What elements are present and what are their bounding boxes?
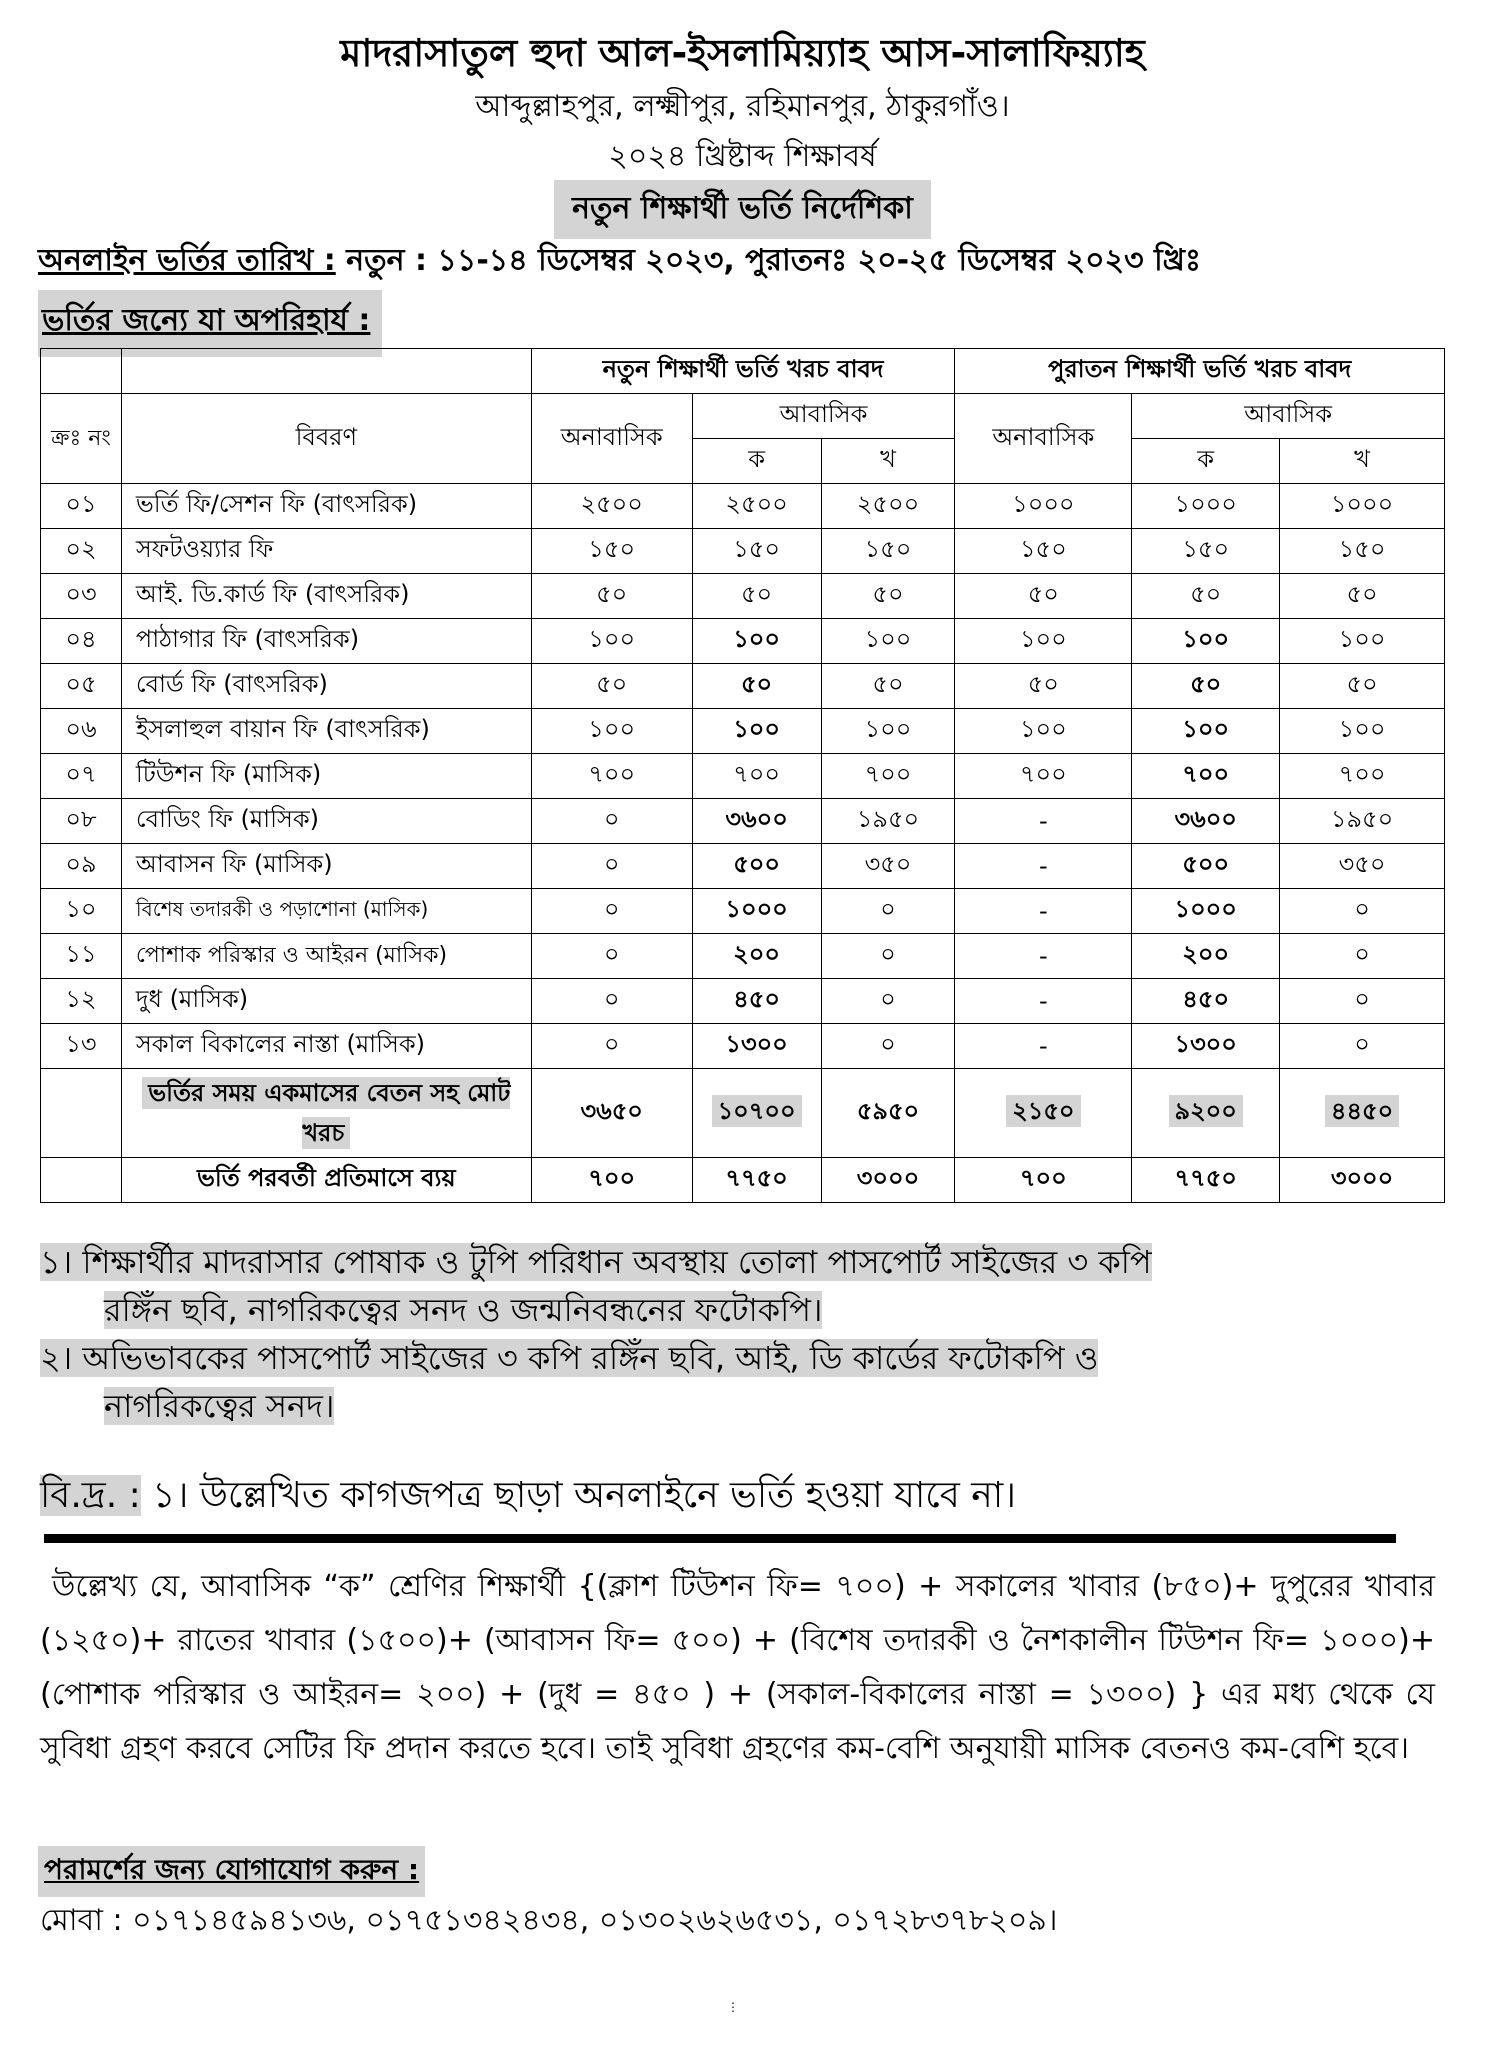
- value-cell: ৩৫০: [1280, 844, 1445, 889]
- description-cell: আবাসন ফি (মাসিক): [121, 844, 531, 889]
- description-cell: বিশেষ তদারকী ও পড়াশোনা (মাসিক): [121, 889, 531, 934]
- old-ka-header: ক: [1132, 439, 1280, 484]
- nota-bene-text: ১। উল্লেখিত কাগজপত্র ছাড়া অনলাইনে ভর্তি হওয়া যাবে না।: [152, 1475, 1017, 1516]
- value-cell: ১০০০: [1132, 889, 1280, 934]
- serial-cell: ০২: [41, 529, 122, 574]
- total-value: ৪৪৫০: [1325, 1095, 1399, 1127]
- value-cell: ০: [531, 844, 692, 889]
- description-cell: দুধ (মাসিক): [121, 979, 531, 1024]
- serial-cell: ১২: [41, 979, 122, 1024]
- header-blank: [41, 349, 122, 394]
- value-cell: ১০০: [692, 709, 821, 754]
- institution-address: আব্দুল্লাহপুর, লক্ষ্মীপুর, রহিমানপুর, ঠাকুরগাঁও।: [475, 89, 1010, 124]
- serial-cell: ০৪: [41, 619, 122, 664]
- value-cell: ১০০০: [692, 889, 821, 934]
- monthly-value-cell: ৩০০০: [821, 1158, 955, 1203]
- value-cell: ৭০০: [821, 754, 955, 799]
- value-cell: ১৫০: [1280, 529, 1445, 574]
- value-cell: ৭০০: [1132, 754, 1280, 799]
- value-cell: ১৯৫০: [1280, 799, 1445, 844]
- serial-cell: ০৩: [41, 574, 122, 619]
- table-header-row-2: [41, 394, 1445, 439]
- value-cell: ৫০: [531, 574, 692, 619]
- value-cell: ১০০: [531, 619, 692, 664]
- description-cell: ভর্তি ফি/সেশন ফি (বাৎসরিক): [121, 484, 531, 529]
- value-cell: ২৫০০: [692, 484, 821, 529]
- guide-title: নতুন শিক্ষার্থী ভর্তি নির্দেশিকা: [554, 180, 931, 239]
- table-row: [41, 619, 1445, 664]
- value-cell: ১৫০: [1132, 529, 1280, 574]
- old-residential-header: আবাসিক: [1132, 394, 1445, 439]
- value-cell: ০: [531, 889, 692, 934]
- value-cell: ০: [1280, 934, 1445, 979]
- total-value: ৯২০০: [1169, 1095, 1243, 1127]
- value-cell: ০: [531, 1024, 692, 1069]
- requirements-heading: ভর্তির জন্যে যা অপরিহার্য :: [38, 290, 382, 357]
- value-cell: ৫০: [821, 574, 955, 619]
- value-cell: ২৫০০: [821, 484, 955, 529]
- academic-year: ২০২৪ খ্রিষ্টাব্দ শিক্ষাবর্ষ: [608, 139, 877, 174]
- value-cell: ৭০০: [692, 754, 821, 799]
- monthly-serial-cell: [41, 1158, 122, 1203]
- requirement-item: [40, 1334, 1152, 1382]
- description-cell: সকাল বিকালের নাস্তা (মাসিক): [121, 1024, 531, 1069]
- value-cell: ১৫০: [531, 529, 692, 574]
- value-cell: -: [955, 799, 1132, 844]
- requirement-text: রঙ্গিঁন ছবি, নাগরিকত্বের সনদ ও জন্মনিবন্ধনের ফটোকপি।: [104, 1291, 823, 1329]
- total-description-cell: [121, 1069, 531, 1158]
- fee-table: [40, 348, 1445, 1203]
- value-cell: ১০০: [955, 709, 1132, 754]
- value-cell: ০: [531, 979, 692, 1024]
- value-cell: ১০০০: [1280, 484, 1445, 529]
- value-cell: ১০০: [955, 619, 1132, 664]
- value-cell: ৩৬০০: [1132, 799, 1280, 844]
- value-cell: ৫০: [955, 574, 1132, 619]
- value-cell: -: [955, 889, 1132, 934]
- value-cell: ১০০: [1280, 709, 1445, 754]
- value-cell: ৫০: [692, 574, 821, 619]
- nota-bene: [40, 1468, 1016, 1528]
- contact-phones: মোবা : ০১৭১৪৫৯৪১৩৬, ০১৭৫১৩৪২৪৩৪, ০১৩০২৬২৬৫৩১, ০১৭২৮৩৭৮২০৯।: [40, 1903, 1058, 1938]
- value-cell: ১৫০: [692, 529, 821, 574]
- value-cell: ৫০: [1280, 574, 1445, 619]
- value-cell: -: [955, 1024, 1132, 1069]
- value-cell: ২৫০০: [531, 484, 692, 529]
- value-cell: ০: [1280, 889, 1445, 934]
- old-kha-header: খ: [1280, 439, 1445, 484]
- document-requirements: [40, 1238, 1152, 1430]
- contact-label: পরামর্শের জন্য যোগাযোগ করুন :: [38, 1846, 425, 1897]
- table-row: [41, 529, 1445, 574]
- guide-title-wrap: [0, 180, 1485, 239]
- new-kha-header: খ: [821, 439, 955, 484]
- value-cell: -: [955, 844, 1132, 889]
- value-cell: -: [955, 979, 1132, 1024]
- admission-dates-value: নতুন : ১১-১৪ ডিসেম্বর ২০২৩, পুরাতনঃ ২০-২৫ ডিসেম্বর ২০২৩ খ্রিঃ: [346, 243, 1201, 278]
- admission-dates-label: অনলাইন ভর্তির তারিখ :: [38, 243, 336, 278]
- group-old-header: পুরাতন শিক্ষার্থী ভর্তি খরচ বাবদ: [955, 349, 1445, 394]
- value-cell: ১৩০০: [1132, 1024, 1280, 1069]
- divider: [44, 1534, 1396, 1543]
- description-cell: আই. ডি.কার্ড ফি (বাৎসরিক): [121, 574, 531, 619]
- total-value-cell: ৩৬৫০: [531, 1069, 692, 1158]
- table-row: [41, 664, 1445, 709]
- page-mark: ⋮: [727, 2000, 739, 2014]
- value-cell: ৫০: [821, 664, 955, 709]
- value-cell: ৫০: [1132, 574, 1280, 619]
- description-cell: পোশাক পরিস্কার ও আইরন (মাসিক): [121, 934, 531, 979]
- value-cell: ১০০: [1132, 619, 1280, 664]
- requirement-text: ১। শিক্ষার্থীর মাদরাসার পোষাক ও টুপি পরিধান অবস্থায় তোলা পাসপোর্ট সাইজের ৩ কপি: [40, 1243, 1152, 1281]
- total-value-cell: [1280, 1069, 1445, 1158]
- table-row: [41, 844, 1445, 889]
- value-cell: ১৯৫০: [821, 799, 955, 844]
- description-cell: টিউশন ফি (মাসিক): [121, 754, 531, 799]
- value-cell: ৫০: [692, 664, 821, 709]
- table-row: [41, 709, 1445, 754]
- value-cell: ০: [531, 799, 692, 844]
- serial-cell: ০৮: [41, 799, 122, 844]
- value-cell: ১০০: [1280, 619, 1445, 664]
- description-cell: সফটওয়্যার ফি: [121, 529, 531, 574]
- value-cell: -: [955, 934, 1132, 979]
- value-cell: ১০০: [821, 709, 955, 754]
- value-cell: ০: [1280, 979, 1445, 1024]
- requirement-text: নাগরিকত্বের সনদ।: [104, 1387, 335, 1425]
- value-cell: ০: [821, 1024, 955, 1069]
- table-row: [41, 889, 1445, 934]
- value-cell: ০: [1280, 1024, 1445, 1069]
- note-paragraph: উল্লেখ্য যে, আবাসিক “ক” শ্রেণির শিক্ষার্থী {(ক্লাশ টিউশন ফি= ৭০০) + সকালের খাবার (৮৫০)+ দুপুরের খাবার (১২৫০)+ রাতের খাবার (১৫০০)+ (আবাসন ফি= ৫০০) + (বিশেষ তদারকী ও নৈশকালীন টিউশন ফি= ১০০০)+ (পোশাক পরিস্কার ও আইরন= ২০০) + (দুধ = ৪৫০ ) + (সকাল-বিকালের নাস্তা = ১৩০০) } এর মধ্য থেকে যে সুবিধা গ্রহণ করবে সেটির ফি প্রদান করতে হবে। তাই সুবিধা গ্রহণের কম-বেশি অনুযায়ী মাসিক বেতনও কম-বেশি হবে।: [40, 1569, 1435, 1766]
- description-cell: ইসলাহুল বায়ান ফি (বাৎসরিক): [121, 709, 531, 754]
- value-cell: ০: [821, 934, 955, 979]
- value-cell: ১০০: [1132, 709, 1280, 754]
- requirement-item-continued: [40, 1382, 1152, 1430]
- new-residential-header: আবাসিক: [692, 394, 955, 439]
- requirement-item-continued: [40, 1286, 1152, 1334]
- total-value: ১০৭০০: [712, 1095, 802, 1127]
- serial-cell: ১৩: [41, 1024, 122, 1069]
- value-cell: ২০০: [692, 934, 821, 979]
- serial-cell: ০৭: [41, 754, 122, 799]
- value-cell: ৫০০: [692, 844, 821, 889]
- table-row: [41, 799, 1445, 844]
- total-description: ভর্তির সময় একমাসের বেতন সহ মোট খরচ: [142, 1077, 510, 1149]
- total-value-cell: [1132, 1069, 1280, 1158]
- monthly-value-cell: ৭৭৫০: [1132, 1158, 1280, 1203]
- monthly-description-cell: ভর্তি পরবর্তী প্রতিমাসে ব্যয়: [121, 1158, 531, 1203]
- serial-cell: ০৬: [41, 709, 122, 754]
- value-cell: ৫০: [1132, 664, 1280, 709]
- group-new-header: নতুন শিক্ষার্থী ভর্তি খরচ বাবদ: [531, 349, 955, 394]
- value-cell: ৫০: [531, 664, 692, 709]
- total-value: ২১৫০: [1006, 1095, 1080, 1127]
- old-nonresidential-header: অনাবাসিক: [955, 394, 1132, 484]
- description-header: বিবরণ: [121, 394, 531, 484]
- value-cell: ১০০০: [955, 484, 1132, 529]
- total-serial-cell: [41, 1069, 122, 1158]
- value-cell: ১০০: [531, 709, 692, 754]
- value-cell: ১৫০: [821, 529, 955, 574]
- requirement-text: ২। অভিভাবকের পাসপোর্ট সাইজের ৩ কপি রঙ্গিঁন ছবি, আই, ডি কার্ডের ফটোকপি ও: [40, 1339, 1099, 1377]
- table-row: [41, 754, 1445, 799]
- table-row: [41, 484, 1445, 529]
- value-cell: ৩৫০: [821, 844, 955, 889]
- serial-cell: ১০: [41, 889, 122, 934]
- total-row: [41, 1069, 1445, 1158]
- value-cell: ১০০: [821, 619, 955, 664]
- value-cell: ১০০০: [1132, 484, 1280, 529]
- value-cell: ৫০: [1280, 664, 1445, 709]
- value-cell: ৭০০: [531, 754, 692, 799]
- table-header-row-1: [41, 349, 1445, 394]
- total-value-cell: [692, 1069, 821, 1158]
- value-cell: ০: [821, 979, 955, 1024]
- admission-dates: [38, 236, 1201, 287]
- value-cell: ৪৫০: [1132, 979, 1280, 1024]
- table-row: [41, 934, 1445, 979]
- serial-cell: ০১: [41, 484, 122, 529]
- value-cell: ১০০: [692, 619, 821, 664]
- header-blank: [121, 349, 531, 394]
- table-row: [41, 574, 1445, 619]
- serial-cell: ০৯: [41, 844, 122, 889]
- value-cell: ৫০০: [1132, 844, 1280, 889]
- new-nonresidential-header: অনাবাসিক: [531, 394, 692, 484]
- description-cell: পাঠাগার ফি (বাৎসরিক): [121, 619, 531, 664]
- total-value-cell: ৫৯৫০: [821, 1069, 955, 1158]
- value-cell: ১৩০০: [692, 1024, 821, 1069]
- value-cell: ৭০০: [955, 754, 1132, 799]
- monthly-value-cell: ৩০০০: [1280, 1158, 1445, 1203]
- monthly-value-cell: ৭০০: [531, 1158, 692, 1203]
- description-cell: বোডিং ফি (মাসিক): [121, 799, 531, 844]
- value-cell: ৪৫০: [692, 979, 821, 1024]
- institution-title: মাদরাসাতুল হুদা আল-ইসলামিয়্যাহ আস-সালাফিয়্যাহ: [340, 31, 1145, 75]
- total-value-cell: [955, 1069, 1132, 1158]
- serial-header: ক্রঃ নং: [41, 394, 122, 484]
- value-cell: ০: [821, 889, 955, 934]
- table-row: [41, 1024, 1445, 1069]
- serial-cell: ০৫: [41, 664, 122, 709]
- monthly-row: [41, 1158, 1445, 1203]
- monthly-value-cell: ৭৭৫০: [692, 1158, 821, 1203]
- value-cell: ১৫০: [955, 529, 1132, 574]
- new-ka-header: ক: [692, 439, 821, 484]
- description-cell: বোর্ড ফি (বাৎসরিক): [121, 664, 531, 709]
- monthly-value-cell: ৭০০: [955, 1158, 1132, 1203]
- table-row: [41, 979, 1445, 1024]
- value-cell: ৭০০: [1280, 754, 1445, 799]
- value-cell: ৫০: [955, 664, 1132, 709]
- serial-cell: ১১: [41, 934, 122, 979]
- nota-bene-label: বি.দ্র. :: [40, 1475, 141, 1516]
- value-cell: ০: [531, 934, 692, 979]
- value-cell: ৩৬০০: [692, 799, 821, 844]
- requirement-item: [40, 1238, 1152, 1286]
- value-cell: ২০০: [1132, 934, 1280, 979]
